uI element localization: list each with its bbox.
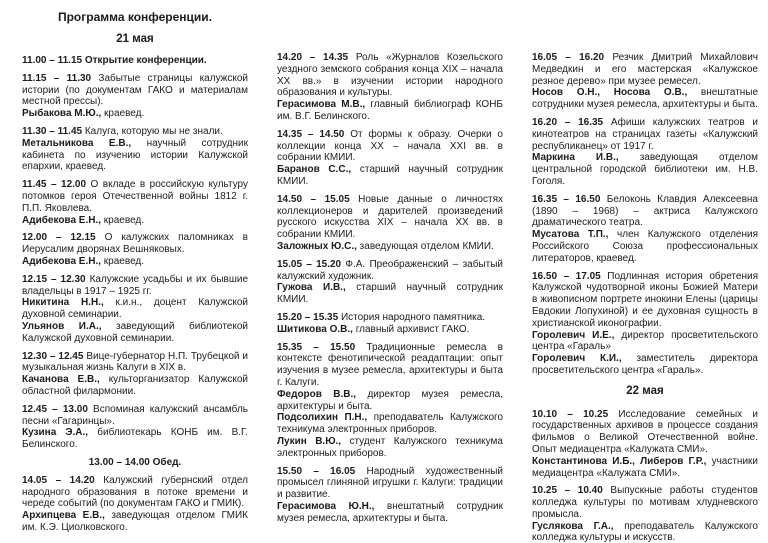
bold-text-run: Федоров В.В., (277, 388, 357, 400)
paragraph (22, 457, 248, 469)
text-run: участники медиацентра «Калужата СМИ». (532, 455, 758, 479)
text-run: культорганизатор Калужской областной филармонии. (22, 374, 249, 397)
column-1 (22, 10, 248, 543)
bold-text-run: 11.15 – 11.30 (22, 72, 99, 84)
bold-text-run: 16.05 – 16.20 (532, 52, 613, 63)
bold-text-run: 13.00 – 14.00 Обед. (88, 456, 182, 468)
text-run: библиотекарь КОНБ им. В.Г. Белинского. (22, 427, 248, 451)
bold-text-run: Баранов С.С., (277, 164, 352, 176)
paragraph (277, 99, 503, 123)
paragraph (277, 282, 503, 306)
bold-text-run: 22 мая (626, 384, 664, 397)
bold-text-run: 15.50 – 16.05 (277, 465, 367, 477)
paragraph (22, 404, 248, 428)
bold-text-run: 11.45 – 12.00 (22, 179, 91, 191)
paragraph (532, 386, 758, 398)
entry-14-35 (277, 129, 503, 188)
bold-text-run: 15.05 – 15.20 (277, 258, 346, 270)
paragraph (22, 108, 248, 120)
paragraph (22, 475, 248, 510)
text-run: старший научный сотрудник КМИИ. (277, 164, 503, 187)
bold-text-run: 12.00 – 12.15 (22, 232, 105, 244)
day-1-heading: 21 мая (116, 33, 154, 45)
entry-12-30 (22, 351, 248, 398)
paragraph (277, 412, 503, 436)
bold-text-run: 16.50 – 17.05 (532, 270, 608, 282)
text-run: старший научный сотрудник КМИИ. (277, 282, 503, 306)
paragraph (277, 194, 503, 241)
entry-15-20 (277, 312, 503, 336)
entry-16-05 (532, 52, 758, 111)
text-run: внештатный сотрудник музея ремесла, архитектуры и быта. (277, 500, 503, 524)
paragraph (532, 52, 758, 87)
paragraph (277, 324, 503, 336)
bold-text-run: 14.35 – 14.50 (277, 128, 351, 140)
bold-text-run: Маркина И.В., (532, 152, 619, 164)
paragraph (532, 87, 758, 111)
paragraph (22, 126, 248, 138)
paragraph (22, 510, 248, 534)
paragraph (22, 179, 248, 214)
bold-text-run: Заложных Ю.С., (277, 240, 357, 252)
text-run: член Калужского отделения Российского Союза профессиональных литераторов, краевед. (532, 229, 758, 264)
paragraph (22, 351, 248, 375)
bold-text-run: Горолевич К.И., (532, 353, 622, 365)
text-run: Калуга, которую мы не знали. (84, 125, 223, 137)
paragraph (277, 389, 503, 413)
paragraph (532, 409, 758, 456)
paragraph (532, 194, 758, 229)
text-run: Исследование семейных и государственных архивов в процессе создания фильмов о Великой Отечественной войне. Опыт медиацентра «Калужата СМИ». (532, 408, 758, 455)
text-run: Роль «Журналов Козельского уездного земского собрания конца XIX – начала XX вв.» в изучении истории народного образования и культуры. (277, 52, 503, 99)
paragraph (532, 485, 758, 520)
paragraph (22, 73, 248, 108)
text-run: краевед. (101, 214, 145, 226)
bold-text-run: Гужова И.В., (277, 282, 346, 294)
paragraph (277, 129, 503, 164)
text-run: главный библиограф КОНБ им. В.Г. Белинского. (277, 99, 503, 122)
entry-11-15 (22, 73, 248, 120)
bold-text-run: 14.20 – 14.35 (277, 52, 356, 63)
entry-14-50 (277, 194, 503, 253)
text-run: директор просветительского центра «Гараль» (532, 329, 758, 353)
paragraph (532, 152, 758, 187)
text-run: заведующий библиотекой Калужской духовной семинарии. (22, 320, 248, 344)
bold-text-run: Подсолихин П.Н., (277, 412, 368, 424)
text-run: От формы к образу. Очерки о коллекции конца XX – начала XXI вв. в собрании КМИИ. (277, 128, 503, 164)
bold-text-run: 15.20 – 15.35 (277, 311, 341, 323)
paragraph (22, 232, 248, 256)
text-run: Ф.А. Преображенский – забытый калужский художник. (277, 258, 503, 282)
entry-12-45 (22, 404, 248, 451)
day-2-heading (532, 386, 758, 398)
text-run: Забытые страницы калужской истории (по документам ГАКО и материалам местной прессы). (22, 72, 249, 108)
bold-text-run: 15.35 – 15.50 (277, 341, 367, 353)
paragraph (22, 297, 248, 321)
bold-text-run: 12.15 – 12.30 (22, 273, 90, 285)
bold-text-run: Адибекова Е.Н., (22, 255, 102, 267)
paragraph (532, 330, 758, 354)
paragraph (22, 138, 248, 173)
bold-text-run: 10.10 – 10.25 (532, 408, 619, 420)
program-title: Программа конференции. (57, 10, 213, 24)
bold-text-run: Адибекова Е.Н., (22, 214, 102, 226)
paragraph (277, 259, 503, 283)
bold-text-run: Ульянов И.А., (22, 320, 102, 332)
text-run: Подлинная история обретения Калужской чудотворной иконы Божией Матери в живописном портрете инокини Елены (царицы Евдокии Лопухиной) и ее духовная сущность в христианской иконографии. (532, 270, 758, 329)
text-run: главный архивист ГАКО. (352, 323, 470, 335)
bold-text-run: Мусатова Т.П., (532, 229, 609, 241)
text-run: Белоконь Клавдия Алексеевна (1890 – 1968) – актриса Калужского драматического театра. (532, 193, 758, 229)
bold-text-run: 12.30 – 12.45 (22, 350, 87, 362)
text-run: Вице-губернатор Н.П. Трубецкой и музыкальная жизнь Калуги в XIX в. (22, 350, 248, 374)
entry-10-25 (532, 485, 758, 543)
text-run: директор музея ремесла, архитектуры и быта. (277, 388, 503, 412)
text-run: О вкладе в российскую культуру потомков героя Отечественной войны 1812 г. П.П. Яковлева. (22, 179, 249, 214)
bold-text-run: Горолевич И.Е., (532, 329, 615, 341)
text-run: История народного памятника. (340, 311, 486, 323)
entry-14-05 (22, 475, 248, 534)
bold-text-run: 11.30 – 11.45 (22, 125, 85, 137)
bold-text-run: Качанова Е.В., (22, 374, 100, 386)
text-run: Выпускные работы студентов колледжа культуры по мотивам хлудневского промысла. (532, 485, 758, 520)
paragraph (22, 321, 248, 345)
bold-text-run: 10.25 – 10.40 (532, 485, 611, 497)
paragraph (277, 436, 503, 460)
text-run: заместитель директора просветительского центра «Гараль». (532, 353, 758, 376)
bold-text-run: Никитина Н.Н., (22, 297, 104, 309)
bold-text-run: 16.35 – 16.50 (532, 193, 607, 205)
column-2 (277, 10, 503, 543)
bold-text-run: 14.05 – 14.20 (22, 474, 104, 486)
entry-12-15 (22, 274, 248, 345)
paragraph (22, 374, 248, 398)
entry-14-20 (277, 52, 503, 123)
text-run: заведующая отделом центральной городской библиотеки им. Н.В. Гоголя. (532, 152, 758, 187)
entry-11-45 (22, 179, 248, 226)
text-run: преподаватель Калужского техникума электронных приборов. (277, 412, 503, 436)
paragraph (532, 229, 758, 264)
text-run: О калужских паломниках в Иерусалим дворянах Вешняковых. (22, 232, 248, 256)
session-opening (22, 55, 248, 67)
paragraph (277, 312, 503, 324)
text-run: Новые данные о личностях коллекционеров и дарителей произведений русского искусства XIX – начала XX вв. в собрании КМИИ. (277, 193, 503, 241)
paragraph (277, 501, 503, 525)
bold-text-run: Герасимова М.В., (277, 99, 366, 111)
bold-text-run: Константинова И.Б., Либеров Г.Р., (532, 455, 707, 467)
bold-text-run: Лукин В.Ю., (277, 435, 342, 447)
text-run: студент Калужского техникума электронных приборов. (277, 435, 503, 459)
paragraph (532, 521, 758, 543)
paragraph (277, 52, 503, 99)
bold-text-run: 11.00 – 11.15 Открытие конференции. (22, 55, 207, 66)
paragraph (22, 55, 248, 67)
entry-11-30 (22, 126, 248, 173)
text-run: Калужские усадьбы и их бывшие владельцы в 1917 – 1925 гг. (22, 273, 249, 297)
entry-15-35 (277, 342, 503, 460)
bold-text-run: Герасимова Ю.Н., (277, 500, 375, 512)
paragraph (532, 456, 758, 480)
paragraph (532, 353, 758, 377)
text-run: Афиши калужских театров и кинотеатров на страницах газеты «Калужский республиканец» от 1917 г. (532, 116, 759, 152)
bold-text-run: Носов О.Н., Носова О.В., (532, 87, 688, 99)
bold-text-run: Архипцева Е.В., (22, 510, 105, 522)
bold-text-run: Рыбакова М.Ю., (22, 108, 102, 120)
lunch-break (22, 457, 248, 469)
bold-text-run: Метальникова Е.В., (22, 137, 132, 149)
text-run: заведующая отделом КМИИ. (356, 240, 494, 252)
text-run: заведующая отделом ГМИК им. К.Э. Циолковского. (22, 510, 248, 533)
text-run: Резчик Дмитрий Михайлович Медведкин и его мастерская «Калужское резное дерево» при музее ремесел. (532, 52, 758, 87)
bold-text-run: 12.45 – 13.00 (22, 403, 94, 415)
text-run: к.и.н., доцент Калужской духовной семинарии. (22, 297, 248, 321)
entry-10-10 (532, 409, 758, 480)
text-run: внештатные сотрудники музея ремесла, архитектуры и быта. (532, 87, 759, 111)
text-run: краевед. (101, 108, 145, 120)
bold-text-run: 14.50 – 15.05 (277, 193, 359, 205)
text-run: Калужский губернский отдел народного образования в потоке времени и череде событий (по документам ГАКО и ГМИК). (22, 474, 248, 510)
bold-text-run: 16.20 – 16.35 (532, 116, 611, 128)
paragraph (22, 215, 248, 227)
entry-16-35 (532, 194, 758, 265)
entry-16-20 (532, 117, 758, 188)
bold-text-run: Кузина Э.А., (22, 427, 89, 439)
text-run: краевед. (101, 255, 145, 267)
text-run: научный сотрудник кабинета по изучению истории Калужской епархии, краевед. (22, 137, 248, 173)
column-3 (532, 10, 758, 543)
paragraph (277, 164, 503, 188)
paragraph (532, 117, 758, 152)
text-run: преподаватель Калужского колледжа культуры и искусств. (532, 520, 758, 543)
paragraph (22, 427, 248, 451)
entry-15-05 (277, 259, 503, 306)
bold-text-run: Гуслякова Г.А., (532, 520, 614, 532)
paragraph (277, 342, 503, 389)
paragraph (532, 271, 758, 330)
entry-16-50 (532, 271, 758, 377)
paragraph (277, 241, 503, 253)
paragraph (277, 466, 503, 501)
paragraph (22, 274, 248, 298)
text-run: Народный художественный промысел глиняной игрушки г. Калуги: традиции и развитие. (277, 465, 503, 501)
bold-text-run: Шитикова О.В., (277, 323, 353, 335)
paragraph (22, 256, 248, 268)
text-run: Традиционные ремесла в контексте фенотипической реадаптации: опыт изучения в музее ремесла, архитектуры и быта г. Калуги. (277, 341, 503, 388)
entry-15-50 (277, 466, 503, 525)
entry-12-00 (22, 232, 248, 267)
text-run: Вспоминая калужский ансамбль песни «Гагаринцы». (22, 403, 249, 427)
